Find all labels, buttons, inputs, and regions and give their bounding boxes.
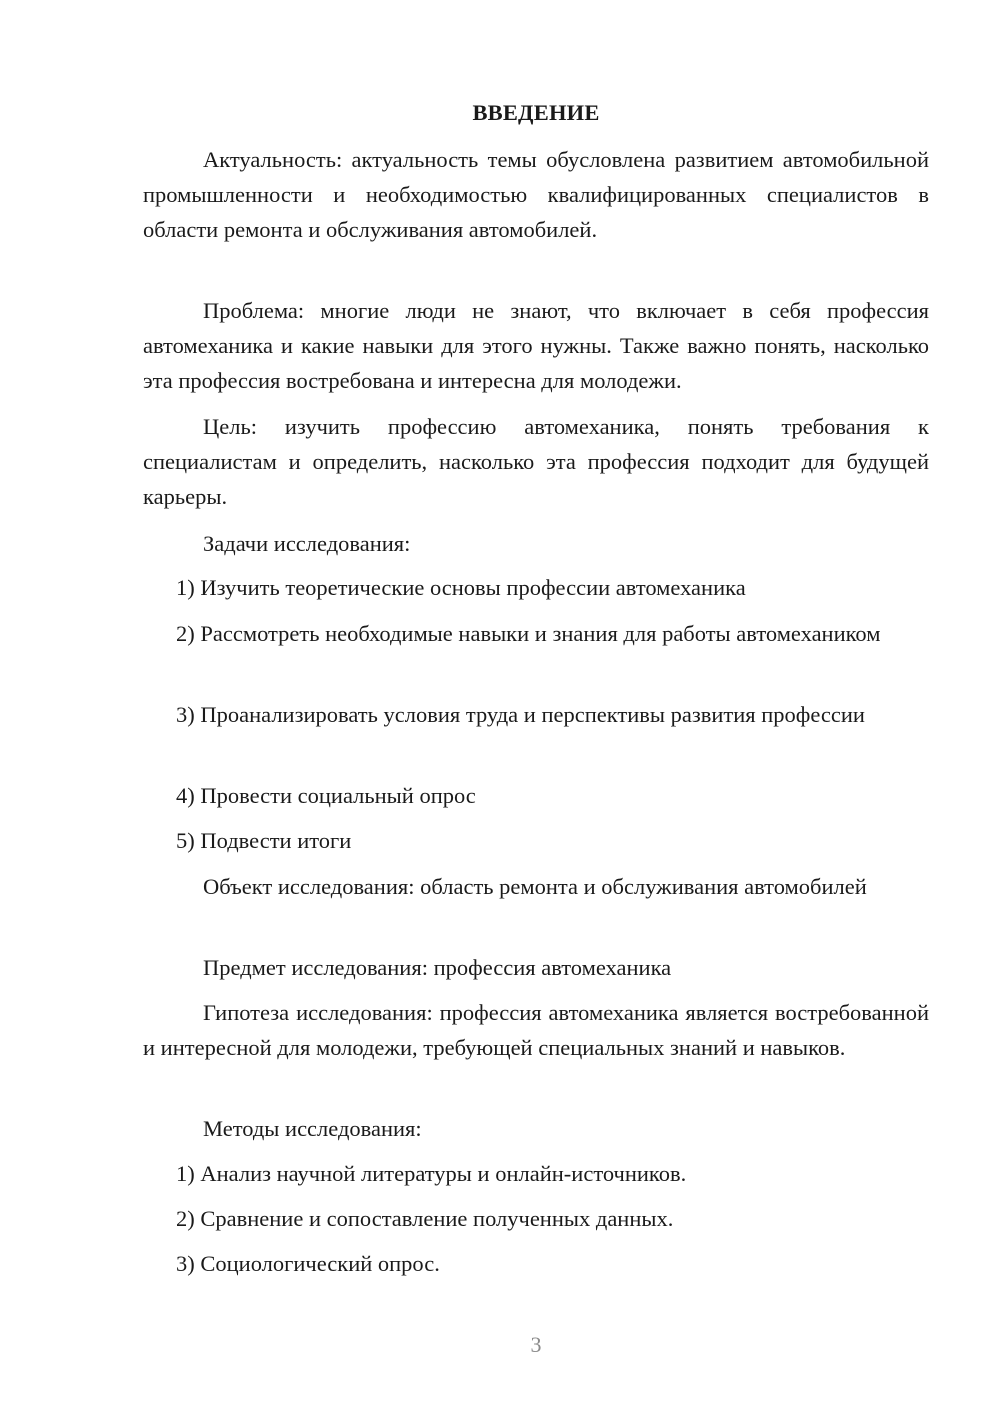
task-item-3: 3) Проанализировать условия труда и перспективы развития профессии xyxy=(176,702,865,727)
task-item-4: 4) Провести социальный опрос xyxy=(176,783,476,808)
tasks-heading: Задачи исследования: xyxy=(203,531,411,556)
section-heading: ВВЕДЕНИЕ xyxy=(472,100,600,125)
subject-paragraph: Предмет исследования: профессия автомеханика xyxy=(203,955,672,980)
task-item-5: 5) Подвести итоги xyxy=(176,828,352,853)
hypothesis-paragraph: Гипотеза исследования: профессия автомеханика является востребованной и интересной для молодежи, требующей специальных знаний и навыков. xyxy=(143,1000,929,1060)
task-item-2: 2) Рассмотреть необходимые навыки и знания для работы автомехаником xyxy=(176,621,881,646)
problem-paragraph: Проблема: многие люди не знают, что включает в себя профессия автомеханика и какие навыки для этого нужны. Также важно понять, насколько эта профессия востребована и интересна для молодежи. xyxy=(143,298,929,393)
goal-paragraph: Цель: изучить профессию автомеханика, понять требования к специалистам и определить, насколько эта профессия подходит для будущей карьеры. xyxy=(143,414,929,509)
task-item-1: 1) Изучить теоретические основы профессии автомеханика xyxy=(176,575,746,600)
methods-heading: Методы исследования: xyxy=(203,1116,422,1141)
method-item-1: 1) Анализ научной литературы и онлайн-источников. xyxy=(176,1161,687,1186)
object-paragraph: Объект исследования: область ремонта и обслуживания автомобилей xyxy=(203,874,867,899)
method-item-2: 2) Сравнение и сопоставление полученных данных. xyxy=(176,1206,674,1231)
relevance-paragraph: Актуальность: актуальность темы обусловлена развитием автомобильной промышленности и необходимостью квалифицированных специалистов в области ремонта и обслуживания автомобилей. xyxy=(143,147,929,242)
page-number: 3 xyxy=(530,1332,542,1357)
method-item-3: 3) Социологический опрос. xyxy=(176,1251,440,1276)
